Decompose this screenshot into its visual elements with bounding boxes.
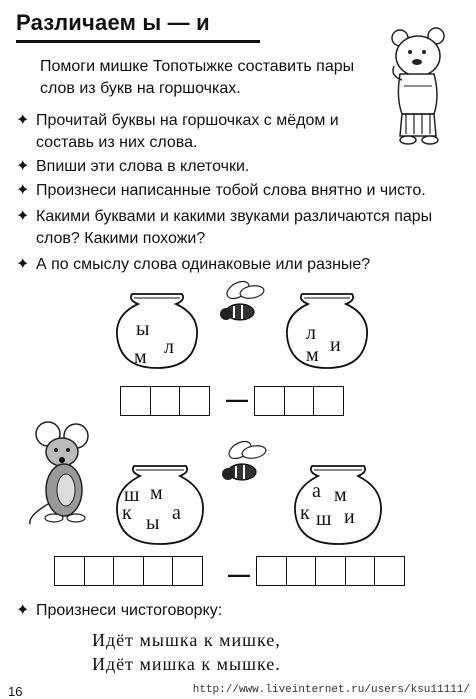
task-text: Прочитай буквы на горшочках с мёдом и составь из них слова. xyxy=(36,112,339,151)
task-item xyxy=(16,180,466,202)
answer-cell[interactable] xyxy=(374,556,405,586)
answer-cell[interactable] xyxy=(179,386,210,416)
answer-cell[interactable] xyxy=(345,556,376,586)
pot-letter: м xyxy=(134,346,147,368)
pair-dash: — xyxy=(226,387,248,412)
answer-boxes-right-2[interactable] xyxy=(256,556,404,586)
answer-boxes-left-2[interactable] xyxy=(54,556,202,586)
answer-cell[interactable] xyxy=(286,556,317,586)
pot-letter: ы xyxy=(146,512,160,534)
answer-cell[interactable] xyxy=(284,386,315,416)
pot-letter: л xyxy=(164,336,174,358)
task-item xyxy=(16,254,466,276)
bullet-star-icon: ✦ xyxy=(16,208,30,225)
answer-cell[interactable] xyxy=(313,386,344,416)
answer-cell[interactable] xyxy=(113,556,144,586)
pot-letter: и xyxy=(344,506,355,528)
answer-cell[interactable] xyxy=(120,386,151,416)
answer-cell[interactable] xyxy=(254,386,285,416)
task-text: Какими буквами и какими звуками различаются пары слов? Какими похожи? xyxy=(36,208,433,247)
watermark-url: http://www.liveinternet.ru/users/ksu11111/ xyxy=(192,684,470,696)
pot-letter: к xyxy=(300,502,310,524)
task-text: А по смыслу слова одинаковые или разные? xyxy=(36,256,371,273)
pair-dash: — xyxy=(228,562,250,587)
pot-letter: м xyxy=(334,484,347,506)
answer-cell[interactable] xyxy=(172,556,203,586)
answer-cell[interactable] xyxy=(150,386,181,416)
pot-letter: м xyxy=(150,482,163,504)
task-item xyxy=(16,110,466,154)
pot-letter: ш xyxy=(124,484,140,506)
honey-pot-2 xyxy=(282,290,372,370)
answer-boxes-left-1[interactable] xyxy=(120,386,209,416)
pot-letter: к xyxy=(122,502,132,524)
task-text: Впиши эти слова в клеточки. xyxy=(36,158,250,175)
answer-cell[interactable] xyxy=(54,556,85,586)
answer-cell[interactable] xyxy=(256,556,287,586)
intro-text: Помоги мишке Топотыжке составить пары слов из букв на горшочках. xyxy=(40,58,355,97)
bee-illustration xyxy=(212,280,272,330)
tongue-twister-line: Идёт мышка к мишке, xyxy=(92,630,281,650)
bullet-star-icon: ✦ xyxy=(16,256,30,273)
page-title: Различаем ы — и xyxy=(16,10,210,35)
answer-cell[interactable] xyxy=(315,556,346,586)
bullet-star-icon: ✦ xyxy=(16,182,30,199)
task-item xyxy=(16,156,466,178)
page-number: 16 xyxy=(8,684,23,699)
pot-letter: а xyxy=(312,480,321,502)
bullet-star-icon: ✦ xyxy=(16,602,30,619)
tongue-twister-task xyxy=(16,600,466,622)
pot-letter: ы xyxy=(136,318,150,340)
title-underline xyxy=(16,40,260,43)
task-text: Произнеси чистоговорку: xyxy=(36,602,223,619)
bullet-star-icon: ✦ xyxy=(16,112,30,129)
honey-pot-1 xyxy=(112,290,202,370)
task-text: Произнеси написанные тобой слова внятно и чисто. xyxy=(36,182,426,199)
answer-cell[interactable] xyxy=(143,556,174,586)
pot-letter: ш xyxy=(316,508,332,530)
tongue-twister-line: Идёт мишка к мышке. xyxy=(92,654,281,674)
pot-letter: л xyxy=(306,322,316,344)
pot-letter: м xyxy=(306,344,319,366)
task-item xyxy=(16,206,466,250)
answer-boxes-right-1[interactable] xyxy=(254,386,343,416)
bee-illustration xyxy=(214,440,274,490)
mouse-illustration xyxy=(18,420,108,530)
answer-cell[interactable] xyxy=(84,556,115,586)
pot-letter: и xyxy=(330,334,341,356)
bullet-star-icon: ✦ xyxy=(16,158,30,175)
pot-letter: а xyxy=(172,502,181,524)
